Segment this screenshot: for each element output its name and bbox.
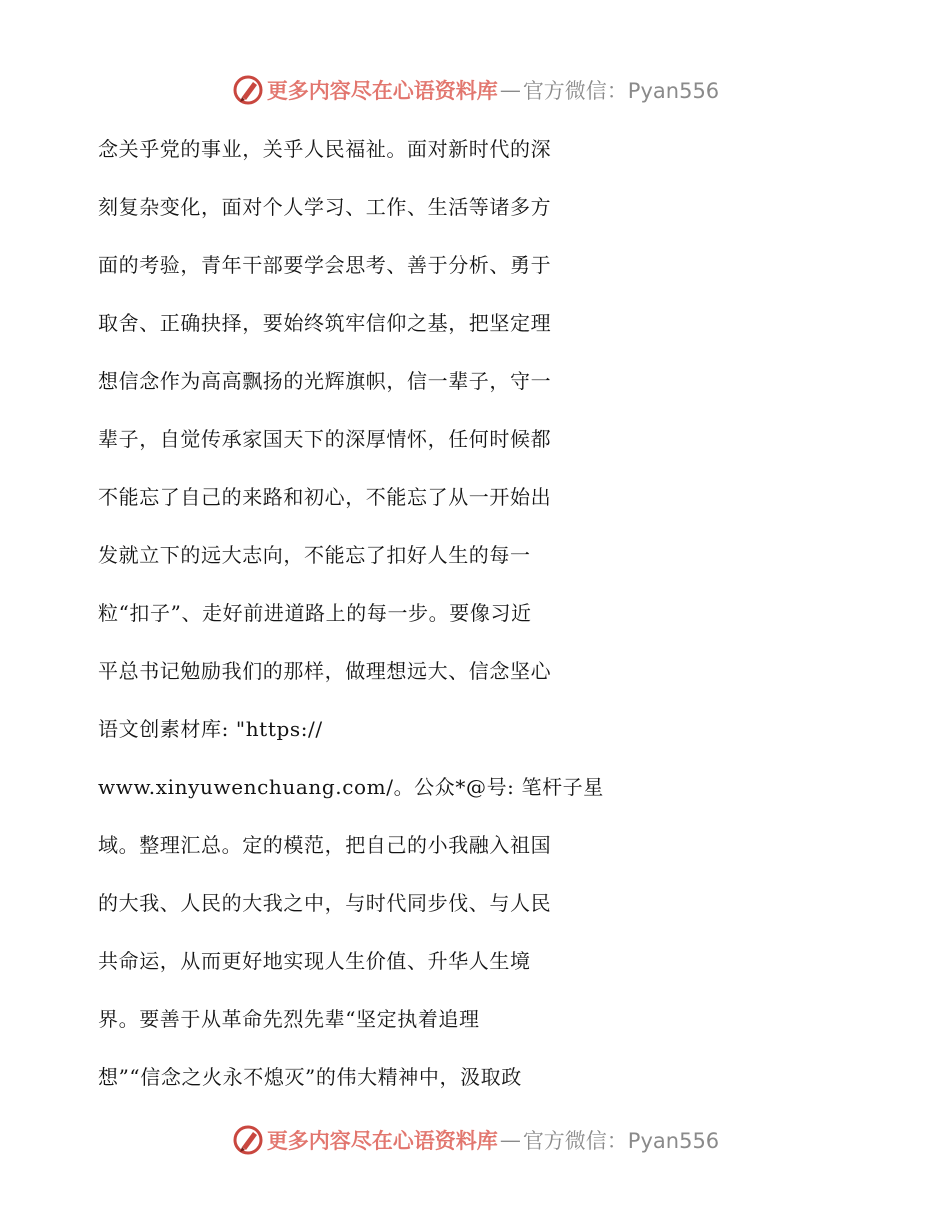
text-line: 不能忘了自己的来路和初心，不能忘了从一开始出	[98, 485, 552, 509]
text-line: 想”“信念之火永不熄灭”的伟大精神中，汲取政	[98, 1065, 522, 1089]
pen-logo-icon	[231, 1123, 265, 1157]
official-wechat-text: 官方微信：Pyan556	[522, 1129, 720, 1153]
official-wechat-text: 官方微信：Pyan556	[522, 79, 720, 103]
text-line-url: www.xinyuwenchuang.com/。公众*@号: 笔杆子星	[98, 775, 604, 799]
header-watermark	[0, 70, 950, 110]
pen-logo-icon	[231, 73, 265, 107]
text-line: 共命运，从而更好地实现人生价值、升华人生境	[98, 949, 531, 973]
text-line: 发就立下的远大志向，不能忘了扣好人生的每一	[98, 543, 531, 567]
text-line: 想信念作为高高飘扬的光辉旗帜，信一辈子，守一	[98, 369, 552, 393]
text-line-url-start: 语文创素材库: "https://	[98, 717, 323, 741]
brand-text: 更多内容尽在心语资料库	[266, 1128, 498, 1153]
text-line: 念关乎党的事业，关乎人民福祉。面对新时代的深	[98, 137, 552, 161]
text-line: 域。整理汇总。定的模范，把自己的小我融入祖国	[98, 833, 552, 857]
document-body	[98, 120, 858, 1106]
text-line: 粒“扣子”、走好前进道路上的每一步。要像习近	[98, 601, 532, 625]
text-line: 平总书记勉励我们的那样，做理想远大、信念坚心	[98, 659, 552, 683]
text-line: 取舍、正确抉择，要始终筑牢信仰之基，把坚定理	[98, 311, 552, 335]
text-line: 界。要善于从革命先烈先辈“坚定执着追理	[98, 1007, 480, 1031]
brand-text: 更多内容尽在心语资料库	[266, 78, 498, 103]
text-line: 的大我、人民的大我之中，与时代同步伐、与人民	[98, 891, 552, 915]
text-line: 刻复杂变化，面对个人学习、工作、生活等诸多方	[98, 195, 552, 219]
text-line: 面的考验，青年干部要学会思考、善于分析、勇于	[98, 253, 552, 277]
separator-dash: —	[499, 78, 521, 102]
footer-watermark	[0, 1120, 950, 1160]
separator-dash: —	[499, 1128, 521, 1152]
text-line: 辈子，自觉传承家国天下的深厚情怀，任何时候都	[98, 427, 552, 451]
